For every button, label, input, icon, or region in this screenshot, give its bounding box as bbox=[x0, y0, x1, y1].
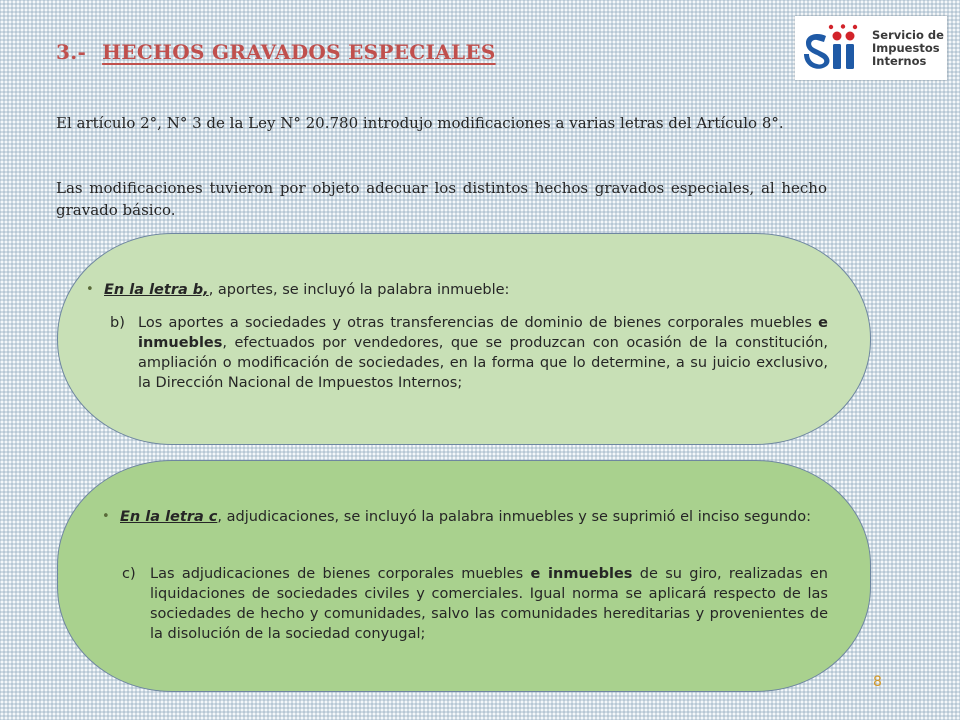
slide-title bbox=[56, 40, 496, 64]
letter-c-marker: c) bbox=[122, 566, 136, 582]
intro-paragraph-1: El artículo 2°, N° 3 de la Ley N° 20.780 introdujo modificaciones a varias letras del Artículo 8°. bbox=[56, 114, 784, 132]
letter-b-text-before: Los aportes a sociedades y otras transferencias de dominio de bienes corporales muebles bbox=[138, 315, 819, 331]
logo-line-1: Servicio de bbox=[872, 28, 944, 42]
logo-line-2: Impuestos bbox=[872, 41, 940, 55]
letter-c-intro: , adjudicaciones, se incluyó la palabra inmuebles y se suprimió el inciso segundo: bbox=[217, 509, 811, 525]
letter-b-text-bold: e inmuebles bbox=[138, 315, 828, 351]
letter-c-text-before: Las adjudicaciones de bienes corporales muebles bbox=[150, 566, 531, 582]
letter-b-text bbox=[110, 313, 828, 393]
sii-logo-mark-icon bbox=[801, 24, 869, 74]
title-text: HECHOS GRAVADOS ESPECIALES bbox=[102, 40, 496, 64]
letter-b-bullet bbox=[86, 280, 824, 300]
letter-b-lead: En la letra b, bbox=[104, 282, 209, 298]
logo-line-3: Internos bbox=[872, 54, 927, 68]
page-number: 8 bbox=[873, 674, 882, 690]
letter-b-marker: b) bbox=[110, 315, 125, 331]
letter-c-text-after: de su giro, realizadas en liquidaciones de sociedades civiles y comerciales. Igual norma se aplicará respecto de las sociedades de hecho y comunidades, salvo las comunidades hereditarias y provenientes de la disolución de la sociedad conyugal; bbox=[150, 566, 828, 642]
letter-c-bullet bbox=[102, 507, 828, 527]
letter-c-text-bold: e inmuebles bbox=[530, 566, 633, 582]
sii-logo bbox=[795, 16, 947, 80]
bullet-dot-icon: • bbox=[86, 282, 94, 297]
bullet-dot-icon: • bbox=[102, 509, 110, 524]
letter-b-text-after: , efectuados por vendedores, que se produzcan con ocasión de la constitución, ampliación o modificación de sociedades, en la forma que lo determine, a su juicio exclusivo, la Dirección Nacional de Impuestos Internos; bbox=[138, 335, 828, 391]
intro-paragraph-2: Las modificaciones tuvieron por objeto adecuar los distintos hechos gravados especiales, al hecho gravado básico. bbox=[56, 179, 827, 219]
letter-b-intro: , aportes, se incluyó la palabra inmueble: bbox=[208, 282, 510, 298]
logo-wordmark bbox=[872, 29, 944, 68]
letter-c-lead: En la letra c bbox=[120, 509, 218, 525]
title-number: 3.- bbox=[56, 40, 87, 64]
letter-c-text bbox=[122, 564, 828, 644]
